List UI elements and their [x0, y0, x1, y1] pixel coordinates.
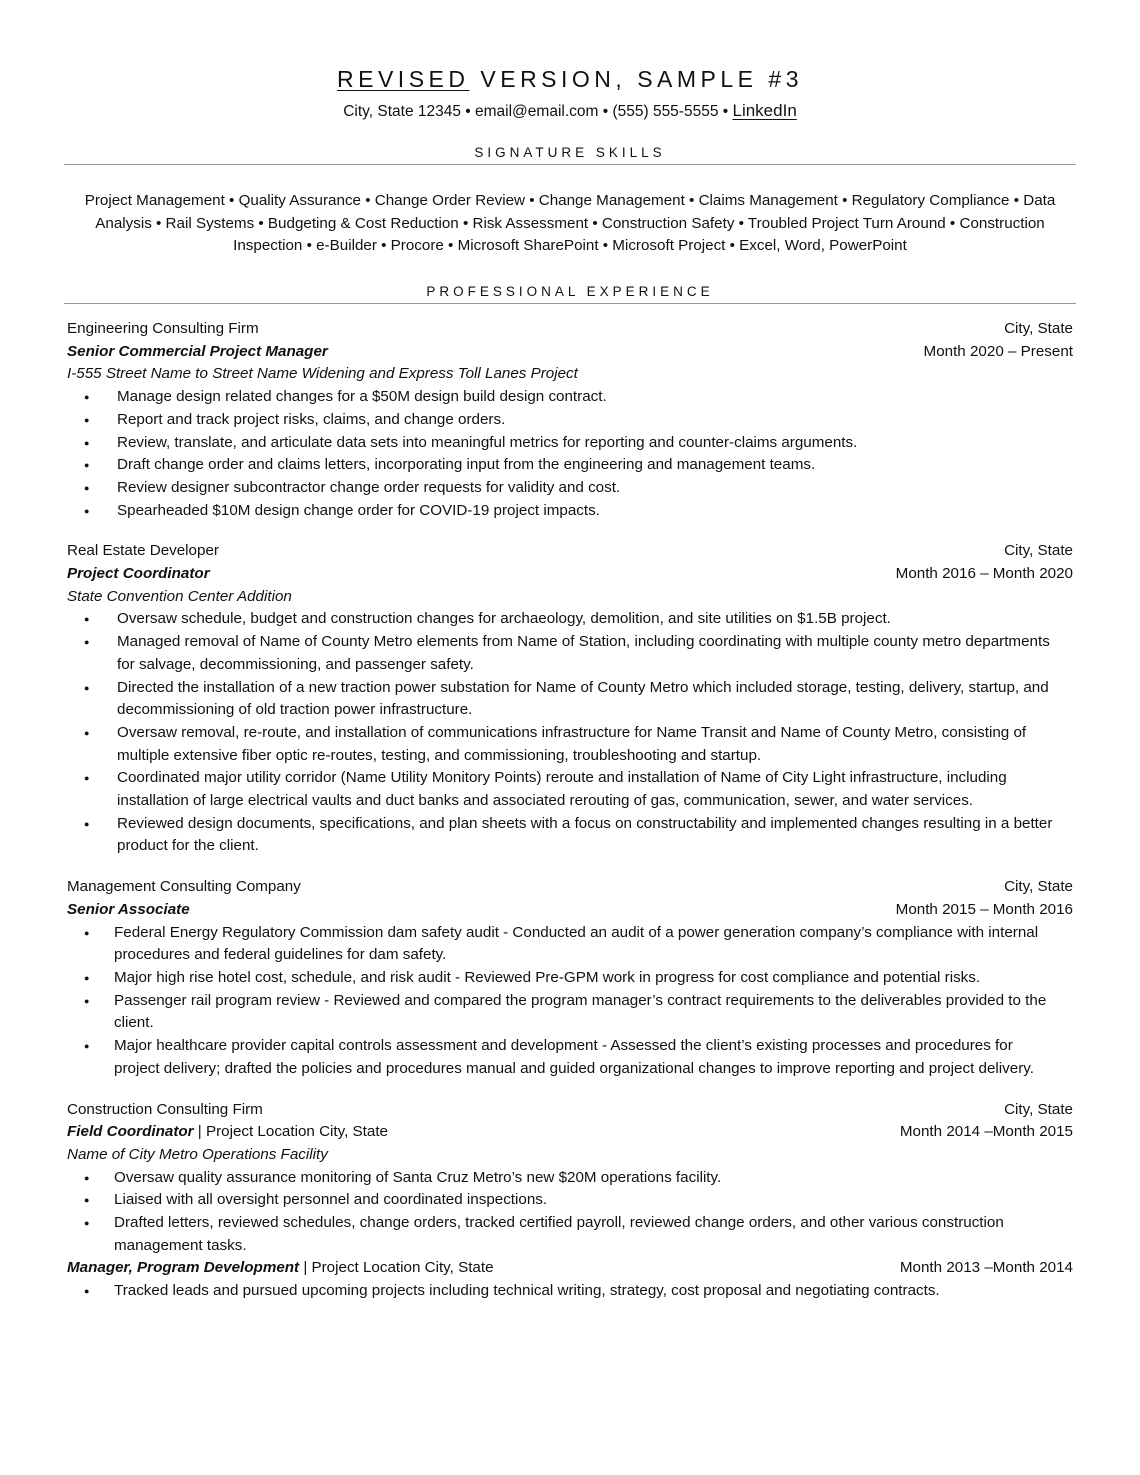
job-title-suffix: | Project Location City, State: [299, 1259, 494, 1277]
company-name: Real Estate Developer: [67, 542, 219, 560]
title-row: [67, 563, 1073, 586]
bullet-item: ● Report and track project risks, claims, and change orders.: [67, 409, 1073, 432]
job-dates: Month 2016 – Month 2020: [895, 565, 1073, 583]
bullet-list: [67, 608, 1073, 858]
company-name: Engineering Consulting Firm: [67, 320, 259, 337]
skills-list: Project Management • Quality Assurance • Change Order Review • Change Management • Claims Management • Regulatory Compliance • Data Analysis • Rail Systems • Budgeting & Cost Reduction • Risk Assessment • Construction Safety • Troubled Project Turn Around • Construction Inspection • e-Builder • Procore • Microsoft SharePoint • Microsoft Project • Excel, Word, PowerPoint: [84, 192, 1056, 255]
bullet-item: ● Oversaw quality assurance monitoring of Santa Cruz Metro’s new $20M operations facility.: [67, 1167, 1073, 1190]
bullet-item: ● Directed the installation of a new traction power substation for Name of County Metro which included storage, testing, delivery, startup, and decommissioning of old traction power infrastructure.: [67, 677, 1073, 722]
job-location: City, State: [1004, 878, 1073, 896]
contact-line: [67, 101, 1073, 121]
job-title-line: [67, 1121, 388, 1144]
job-title: Project Coordinator: [67, 565, 210, 583]
bullet-item: ● Oversaw schedule, budget and construction changes for archaeology, demolition, and site utilities on $1.5B project.: [67, 608, 1073, 631]
bullet-item: ● Coordinated major utility corridor (Name Utility Monitory Points) reroute and installation of Name of City Light infrastructure, including installation of large electrical vaults and duct banks and associated rerouting of gas, communication, sewer, and water services.: [67, 767, 1073, 812]
job-title: Senior Commercial Project Manager: [67, 342, 328, 360]
bullet-list: [67, 1167, 1073, 1258]
job-title: Manager, Program Development: [67, 1259, 300, 1277]
section-heading-skills: SIGNATURE SKILLS: [64, 145, 1076, 165]
contact-info: City, State 12345 • email@email.com • (555) 555-5555 •: [343, 103, 733, 120]
company-name: Management Consulting Company: [67, 878, 301, 896]
title-row: [67, 341, 1073, 364]
bullet-item: ● Drafted letters, reviewed schedules, change orders, tracked certified payroll, reviewed change orders, and other various construction management tasks.: [67, 1212, 1073, 1257]
job-title: Senior Associate: [67, 900, 190, 918]
experience-list: [67, 318, 1073, 1321]
title-row: [67, 1121, 1073, 1144]
company-row: [67, 876, 1073, 899]
bullet-list: [67, 386, 1073, 522]
company-name: Construction Consulting Firm: [67, 1100, 263, 1118]
bullet-item: ● Major healthcare provider capital controls assessment and development - Assessed the client’s existing processes and procedures for project delivery; drafted the policies and procedures manual and guided organizational changes to improve reporting and project delivery.: [67, 1035, 1073, 1080]
bullet-item: ● Manage design related changes for a $50M design build design contract.: [67, 386, 1073, 409]
job-title-line: [67, 341, 328, 364]
job-title: Field Coordinator: [67, 1123, 194, 1141]
job-entry: [67, 1257, 1073, 1302]
bullet-list: [67, 1280, 1073, 1303]
bullet-item: ● Liaised with all oversight personnel and coordinated inspections.: [67, 1189, 1073, 1212]
bullet-item: ● Oversaw removal, re-route, and installation of communications infrastructure for Name Transit and Name of County Metro, consisting of multiple extensive fiber optic re-routes, testing, and commissioning, troubleshooting and startup.: [67, 722, 1073, 767]
title-underlined: REVISED: [337, 66, 470, 92]
company-row: [67, 540, 1073, 563]
bullet-item: ● Major high rise hotel cost, schedule, and risk audit - Reviewed Pre-GPM work in progress for cost compliance and potential risks.: [67, 967, 1073, 990]
job-title-line: [67, 899, 190, 922]
bullet-list: [67, 922, 1073, 1081]
job-location: City, State: [1004, 1100, 1073, 1118]
job-location: City, State: [1004, 542, 1073, 560]
job-location: City, State: [1004, 320, 1073, 337]
job-title-line: [67, 1257, 494, 1280]
title-row: [67, 1257, 1073, 1280]
company-row: [67, 1099, 1073, 1122]
project-name: State Convention Center Addition: [67, 587, 292, 605]
job-dates: Month 2013 –Month 2014: [899, 1259, 1073, 1277]
job-entry: [67, 318, 1073, 522]
job-entry: [67, 876, 1073, 1080]
resume-title: [67, 66, 1073, 93]
bullet-item: ● Review designer subcontractor change order requests for validity and cost.: [67, 477, 1073, 500]
bullet-item: ● Reviewed design documents, specifications, and plan sheets with a focus on constructability and implemented changes resulting in a better product for the client.: [67, 813, 1073, 858]
job-dates: Month 2020 – Present: [923, 342, 1073, 360]
title-row: [67, 899, 1073, 922]
title-rest: VERSION, SAMPLE #3: [469, 66, 803, 92]
bullet-item: ● Review, translate, and articulate data sets into meaningful metrics for reporting and counter-claims arguments.: [67, 432, 1073, 455]
bullet-item: ● Federal Energy Regulatory Commission dam safety audit - Conducted an audit of a power generation company’s compliance with internal procedures and federal guidelines for dam safety.: [67, 922, 1073, 967]
project-name: I-555 Street Name to Street Name Widening and Express Toll Lanes Project: [67, 365, 578, 383]
job-entry: [67, 540, 1073, 858]
project-name: Name of City Metro Operations Facility: [67, 1145, 328, 1163]
job-dates: Month 2015 – Month 2016: [895, 900, 1073, 918]
linkedin-link[interactable]: LinkedIn: [732, 101, 797, 120]
job-dates: Month 2014 –Month 2015: [899, 1123, 1073, 1141]
section-heading-experience: PROFESSIONAL EXPERIENCE: [64, 284, 1076, 304]
job-entry: [67, 1099, 1073, 1258]
company-row: [67, 318, 1073, 341]
job-title-line: [67, 563, 210, 586]
bullet-item: ● Passenger rail program review - Reviewed and compared the program manager’s contract requirements to the deliverables provided to the client.: [67, 990, 1073, 1035]
bullet-item: ● Managed removal of Name of County Metro elements from Name of Station, including coordinating with multiple county metro departments for salvage, decommissioning, and passenger safety.: [67, 631, 1073, 676]
job-title-suffix: | Project Location City, State: [193, 1123, 389, 1141]
bullet-item: ● Draft change order and claims letters, incorporating input from the engineering and management teams.: [67, 454, 1073, 477]
bullet-item: ● Tracked leads and pursued upcoming projects including technical writing, strategy, cost proposal and negotiating contracts.: [67, 1280, 1073, 1303]
bullet-item: ● Spearheaded $10M design change order for COVID-19 project impacts.: [67, 500, 1073, 523]
